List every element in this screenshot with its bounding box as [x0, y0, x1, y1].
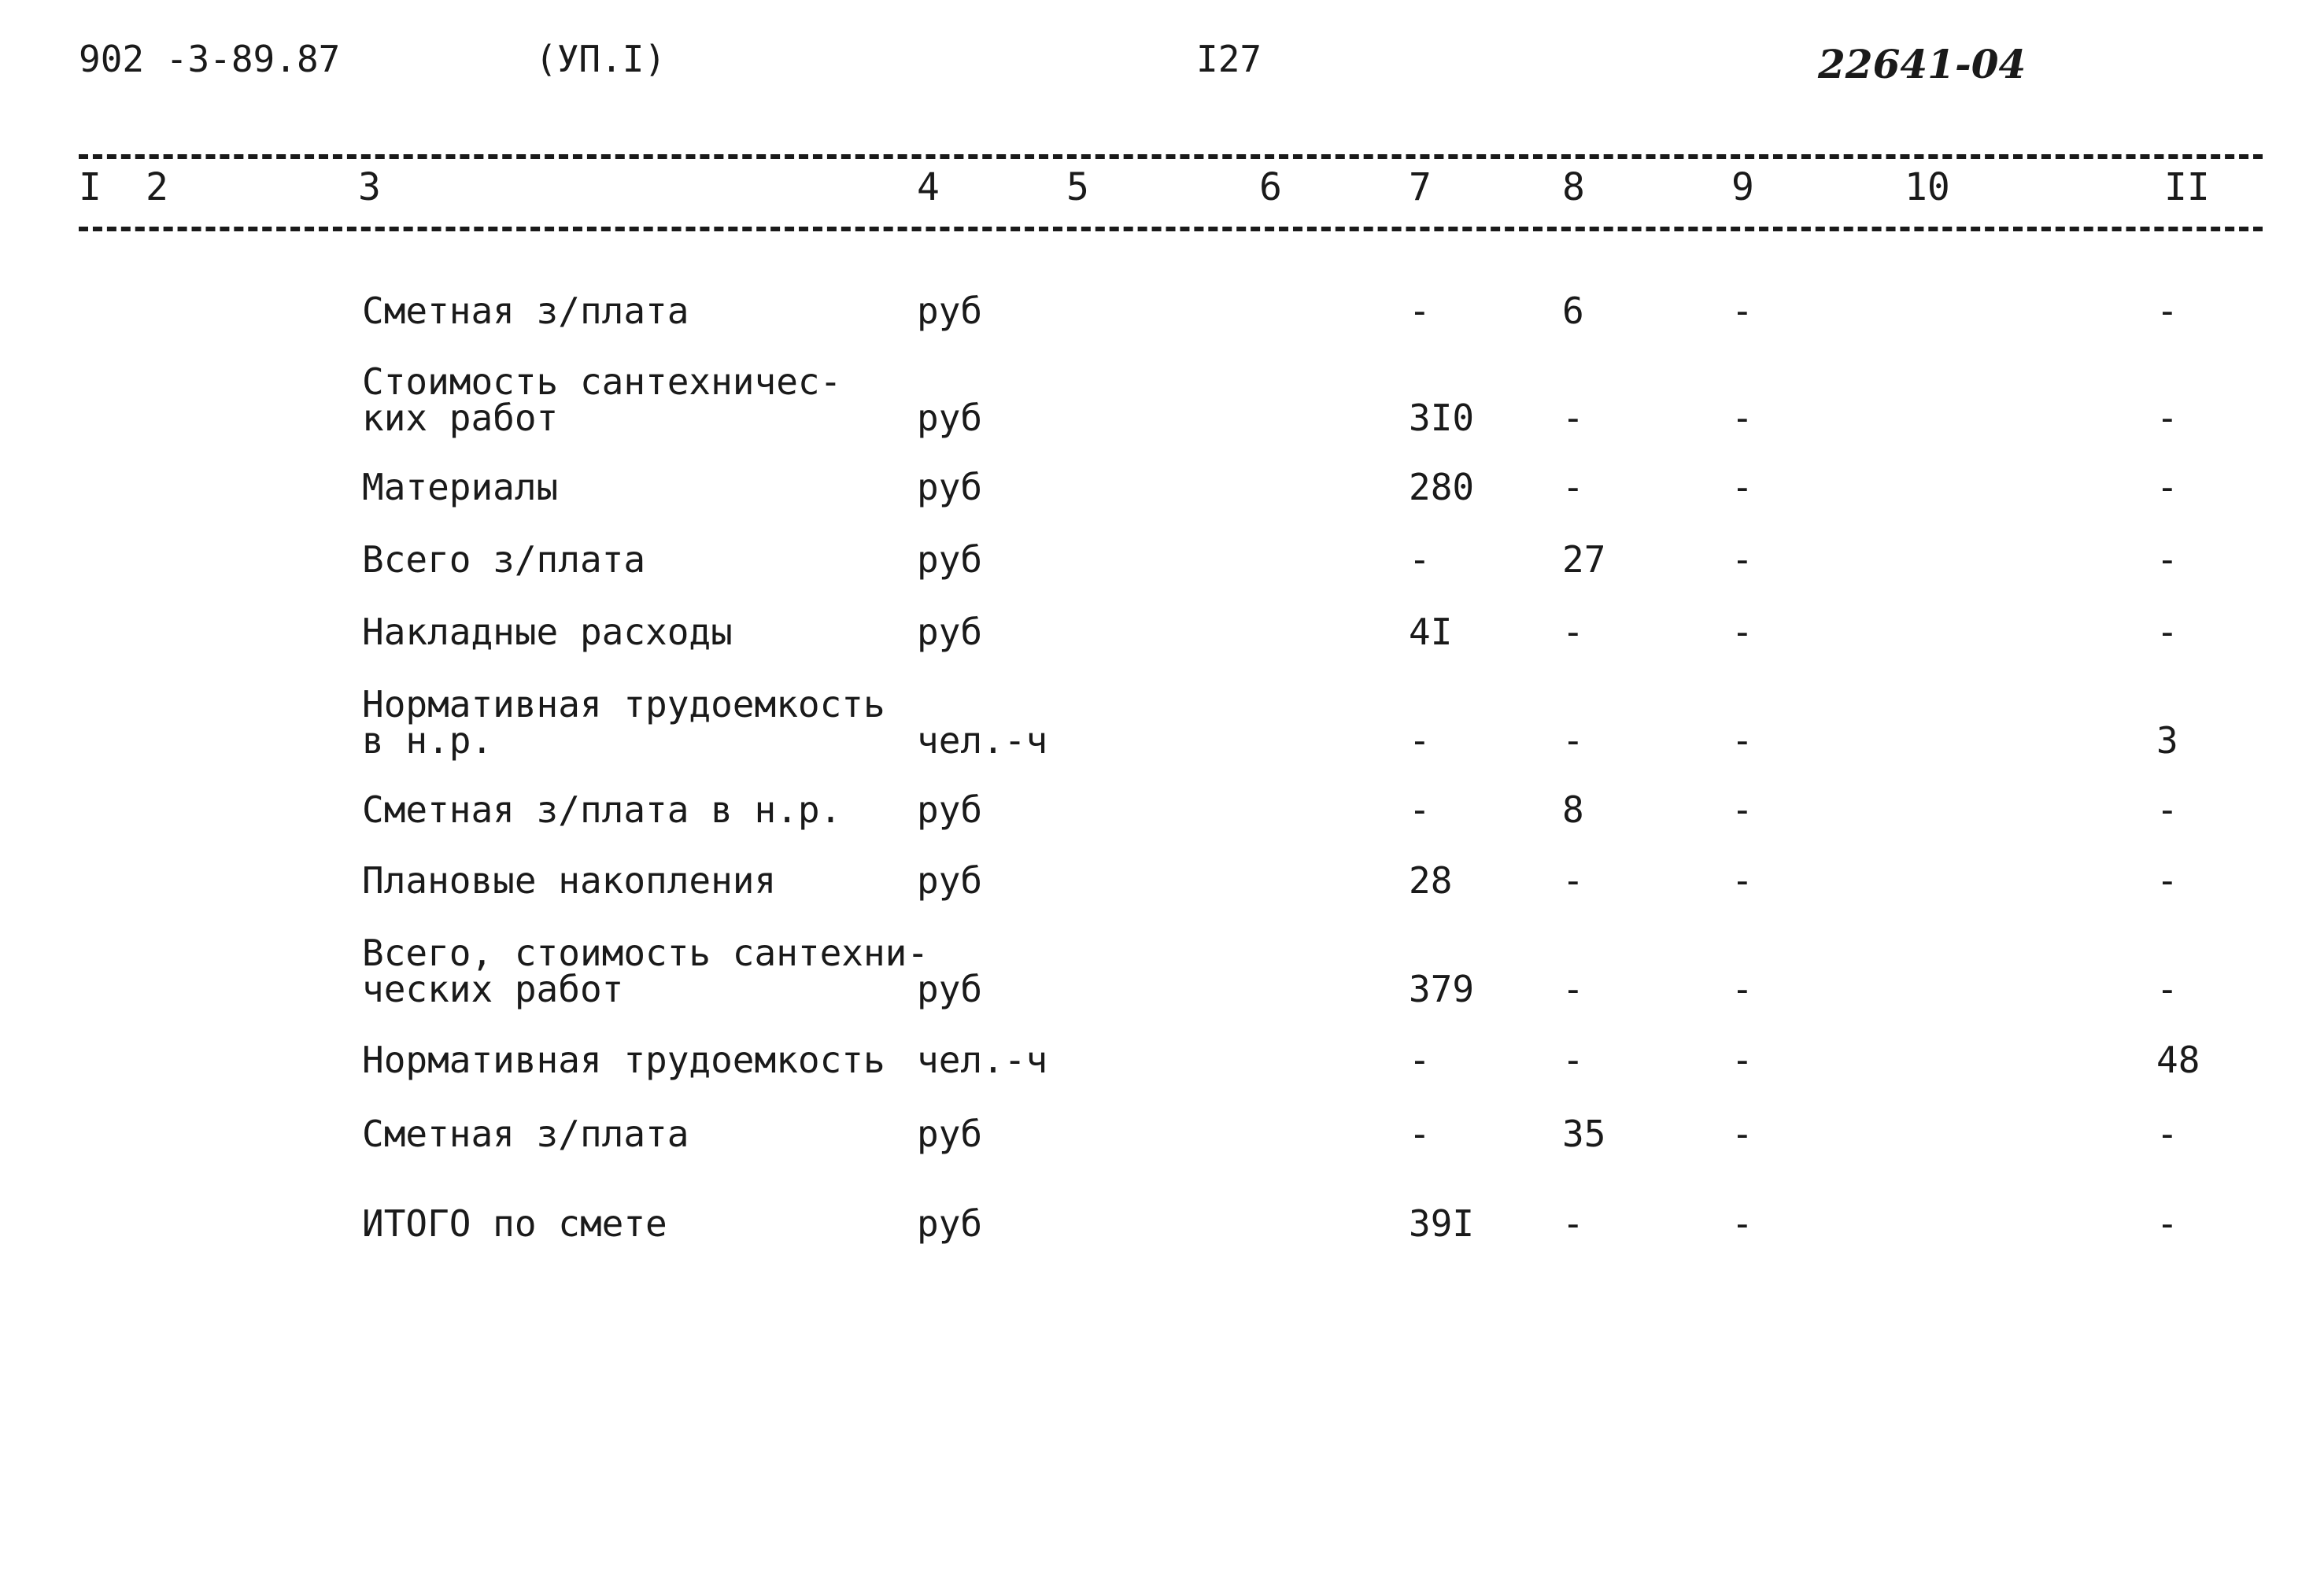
column-number-8: 8	[1562, 165, 1585, 209]
header-rule-bottom	[79, 227, 2263, 231]
value-col-11: -	[2156, 290, 2178, 332]
value-col-11: -	[2156, 397, 2178, 439]
value-col-7: -	[1409, 788, 1431, 831]
value-col-7: -	[1409, 719, 1431, 762]
value-col-11: -	[2156, 788, 2178, 831]
value-col-7: 3I0	[1409, 397, 1475, 439]
column-number-2: 2	[146, 165, 168, 209]
item-unit: руб	[917, 1113, 983, 1155]
value-col-7: -	[1409, 1113, 1431, 1155]
item-name: Стоимость сантехничес- ких работ	[362, 360, 842, 439]
document-code: 902 -3-89.87	[79, 38, 341, 80]
value-col-7: -	[1409, 538, 1431, 581]
sheet-note: (УП.I)	[535, 38, 667, 80]
value-col-11: 48	[2156, 1039, 2200, 1081]
value-col-9: -	[1731, 1039, 1753, 1081]
header-rule-top	[79, 154, 2263, 159]
column-number-7: 7	[1409, 165, 1432, 209]
item-name: Нормативная трудоемкость	[362, 1039, 885, 1081]
item-name: Нормативная трудоемкость в н.р.	[362, 683, 885, 762]
value-col-9: -	[1731, 290, 1753, 332]
value-col-9: -	[1731, 1113, 1753, 1155]
item-unit: руб	[917, 859, 983, 902]
value-col-7: 28	[1409, 859, 1453, 902]
column-number-4: 4	[917, 165, 940, 209]
value-col-9: -	[1731, 397, 1753, 439]
value-col-9: -	[1731, 466, 1753, 508]
value-col-8: -	[1562, 611, 1584, 653]
value-col-11: -	[2156, 466, 2178, 508]
value-col-8: -	[1562, 397, 1584, 439]
value-col-9: -	[1731, 1202, 1753, 1245]
page-number: I27	[1196, 38, 1262, 80]
column-number-5: 5	[1066, 165, 1089, 209]
item-unit: руб	[917, 290, 983, 332]
value-col-8: -	[1562, 466, 1584, 508]
item-unit: чел.-ч	[917, 719, 1048, 762]
item-name: Материалы	[362, 466, 559, 508]
value-col-7: -	[1409, 290, 1431, 332]
value-col-11: -	[2156, 538, 2178, 581]
item-name: Накладные расходы	[362, 611, 733, 653]
value-col-8: -	[1562, 859, 1584, 902]
value-col-9: -	[1731, 788, 1753, 831]
item-unit: руб	[917, 466, 983, 508]
column-number-11: II	[2164, 165, 2210, 209]
item-name: Плановые накопления	[362, 859, 777, 902]
item-name: Всего, стоимость сантехни- ческих работ	[362, 932, 929, 1010]
handwritten-stamp: 22641-04	[1818, 41, 2027, 87]
value-col-11: 3	[2156, 719, 2178, 762]
item-unit: руб	[917, 788, 983, 831]
item-unit: руб	[917, 611, 983, 653]
value-col-8: 6	[1562, 290, 1584, 332]
value-col-8: -	[1562, 1202, 1584, 1245]
item-name: Всего з/плата	[362, 538, 646, 581]
value-col-11: -	[2156, 968, 2178, 1010]
value-col-11: -	[2156, 1113, 2178, 1155]
value-col-7: -	[1409, 1039, 1431, 1081]
column-number-3: 3	[358, 165, 381, 209]
item-name: Сметная з/плата	[362, 1113, 689, 1155]
column-number-1: I	[79, 165, 102, 209]
value-col-7: 280	[1409, 466, 1475, 508]
item-name: ИТОГО по смете	[362, 1202, 667, 1245]
value-col-8: 8	[1562, 788, 1584, 831]
value-col-9: -	[1731, 611, 1753, 653]
column-number-10: 10	[1905, 165, 1950, 209]
item-name: Сметная з/плата в н.р.	[362, 788, 842, 831]
value-col-11: -	[2156, 611, 2178, 653]
value-col-7: 39I	[1409, 1202, 1475, 1245]
value-col-11: -	[2156, 1202, 2178, 1245]
value-col-11: -	[2156, 859, 2178, 902]
item-name: Сметная з/плата	[362, 290, 689, 332]
value-col-7: 4I	[1409, 611, 1453, 653]
value-col-9: -	[1731, 719, 1753, 762]
item-unit: руб	[917, 968, 983, 1010]
value-col-7: 379	[1409, 968, 1475, 1010]
value-col-8: 27	[1562, 538, 1606, 581]
value-col-8: -	[1562, 968, 1584, 1010]
value-col-8: -	[1562, 719, 1584, 762]
value-col-8: 35	[1562, 1113, 1606, 1155]
column-number-9: 9	[1731, 165, 1754, 209]
item-unit: руб	[917, 397, 983, 439]
value-col-8: -	[1562, 1039, 1584, 1081]
column-number-6: 6	[1259, 165, 1282, 209]
value-col-9: -	[1731, 968, 1753, 1010]
item-unit: руб	[917, 538, 983, 581]
value-col-9: -	[1731, 859, 1753, 902]
item-unit: чел.-ч	[917, 1039, 1048, 1081]
item-unit: руб	[917, 1202, 983, 1245]
value-col-9: -	[1731, 538, 1753, 581]
